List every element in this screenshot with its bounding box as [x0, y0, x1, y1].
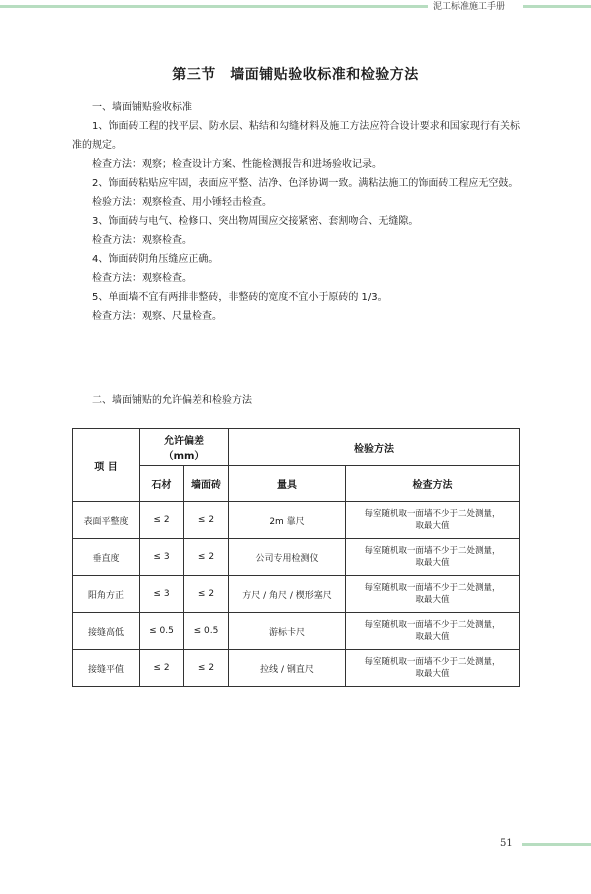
- cell-tile: ≤ 2: [184, 539, 229, 576]
- paragraph-heading-1: 一、墙面铺贴验收标准: [92, 102, 192, 113]
- cell-stone: ≤ 2: [140, 650, 184, 687]
- cell-tool: 拉线 / 钢直尺: [229, 650, 346, 687]
- cell-method: 每室随机取一面墙不少于二处测量， 取最大值: [346, 650, 520, 687]
- cell-tile: ≤ 2: [184, 650, 229, 687]
- paragraph-method-2: 检验方法：观察检查、用小锤轻击检查。: [92, 197, 272, 208]
- paragraph-method-5: 检查方法：观察、尺量检查。: [92, 311, 222, 322]
- cell-tool: 公司专用检测仪: [229, 539, 346, 576]
- table-subheader-row: [73, 466, 520, 502]
- paragraph-standard-4: 4、饰面砖阴角压缝应正确。: [92, 254, 219, 265]
- header-method: 检查方法: [346, 466, 520, 502]
- tolerance-table: [72, 428, 520, 687]
- paragraph-method-1: 检查方法：观察；检查设计方案、性能检测报告和进场验收记录。: [92, 159, 382, 170]
- table-row: [73, 502, 520, 539]
- acceptance-standards: [72, 98, 520, 326]
- cell-item: 接缝高低: [73, 613, 140, 650]
- table-header-row: [73, 429, 520, 466]
- cell-item: 接缝平值: [73, 650, 140, 687]
- table-row: [73, 576, 520, 613]
- page-header: [0, 0, 591, 14]
- table-row: [73, 650, 520, 687]
- table-row: [73, 539, 520, 576]
- header-inspection: 检验方法: [229, 429, 520, 466]
- header-tolerance: 允许偏差 （mm）: [140, 429, 229, 466]
- cell-item: 表面平整度: [73, 502, 140, 539]
- tolerance-subheading: 二、墙面铺贴的允许偏差和检验方法: [92, 395, 252, 406]
- cell-method: 每室随机取一面墙不少于二处测量， 取最大值: [346, 576, 520, 613]
- cell-method: 每室随机取一面墙不少于二处测量， 取最大值: [346, 539, 520, 576]
- cell-tile: ≤ 0.5: [184, 613, 229, 650]
- cell-stone: ≤ 2: [140, 502, 184, 539]
- running-header-title: 泥工标准施工手册: [433, 2, 506, 12]
- cell-stone: ≤ 3: [140, 539, 184, 576]
- table-row: [73, 613, 520, 650]
- paragraph-method-3: 检查方法：观察检查。: [92, 235, 192, 246]
- header-tool: 量具: [229, 466, 346, 502]
- cell-method: 每室随机取一面墙不少于二处测量， 取最大值: [346, 613, 520, 650]
- footer-rule: [522, 843, 591, 846]
- cell-method: 每室随机取一面墙不少于二处测量， 取最大值: [346, 502, 520, 539]
- paragraph-standard-5: 5、单面墙不宜有两排非整砖，非整砖的宽度不宜小于原砖的 1/3。: [92, 292, 388, 303]
- header-rule-right: [523, 5, 591, 8]
- cell-tool: 2m 靠尺: [229, 502, 346, 539]
- cell-item: 垂直度: [73, 539, 140, 576]
- section-title: 第三节 墙面铺贴验收标准和检验方法: [172, 67, 419, 83]
- cell-stone: ≤ 3: [140, 576, 184, 613]
- paragraph-standard-2: 2、饰面砖粘贴应牢固，表面应平整、洁净、色泽协调一致。满粘法施工的饰面砖工程应无空鼓。: [92, 178, 519, 189]
- paragraph-standard-1: 1、饰面砖工程的找平层、防水层、粘结和勾缝材料及施工方法应符合设计要求和国家现行有关标准的规定。: [72, 121, 520, 151]
- header-stone: 石材: [140, 466, 184, 502]
- cell-stone: ≤ 0.5: [140, 613, 184, 650]
- header-rule-left: [0, 5, 428, 8]
- paragraph-standard-3: 3、饰面砖与电气、检修口、突出物周围应交接紧密、套割吻合、无缝隙。: [92, 216, 419, 227]
- header-item: 项 目: [73, 429, 140, 502]
- cell-tile: ≤ 2: [184, 576, 229, 613]
- cell-item: 阳角方正: [73, 576, 140, 613]
- header-wall-tile: 墙面砖: [184, 466, 229, 502]
- cell-tool: 游标卡尺: [229, 613, 346, 650]
- paragraph-method-4: 检查方法：观察检查。: [92, 273, 192, 284]
- cell-tile: ≤ 2: [184, 502, 229, 539]
- page-number: 51: [500, 838, 513, 849]
- cell-tool: 方尺 / 角尺 / 楔形塞尺: [229, 576, 346, 613]
